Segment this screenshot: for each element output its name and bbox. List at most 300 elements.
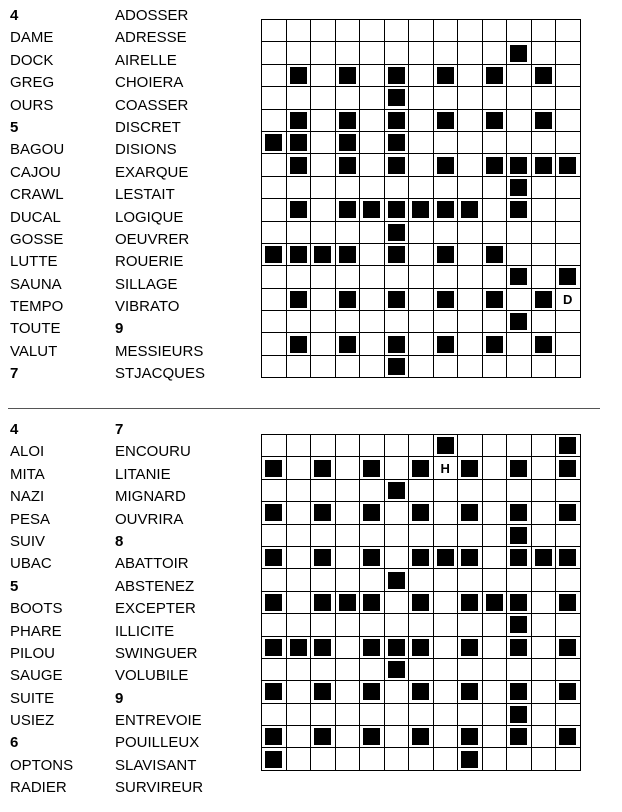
black-square xyxy=(339,157,356,174)
grid-cell[interactable] xyxy=(483,266,508,288)
grid-cell[interactable] xyxy=(532,132,557,154)
grid-cell[interactable] xyxy=(385,502,410,524)
grid-cell[interactable] xyxy=(532,311,557,333)
grid-cell[interactable] xyxy=(336,177,361,199)
grid-cell[interactable] xyxy=(409,289,434,311)
grid-cell[interactable] xyxy=(556,748,581,770)
grid-cell[interactable] xyxy=(311,132,336,154)
grid-cell[interactable] xyxy=(336,502,361,524)
grid-cell[interactable] xyxy=(360,87,385,109)
grid-cell[interactable] xyxy=(556,525,581,547)
grid-cell[interactable] xyxy=(287,502,312,524)
grid-cell[interactable] xyxy=(311,333,336,355)
grid-cell[interactable] xyxy=(287,266,312,288)
grid-cell[interactable] xyxy=(483,569,508,591)
grid-cell[interactable] xyxy=(556,480,581,502)
grid-cell[interactable] xyxy=(507,222,532,244)
grid-cell[interactable] xyxy=(360,704,385,726)
grid-cell[interactable] xyxy=(360,748,385,770)
grid-cell[interactable] xyxy=(532,177,557,199)
grid-cell[interactable] xyxy=(507,87,532,109)
grid-cell[interactable] xyxy=(556,569,581,591)
grid-cell[interactable] xyxy=(409,42,434,64)
grid-cell[interactable] xyxy=(336,457,361,479)
grid-cell[interactable] xyxy=(556,177,581,199)
grid-cell[interactable] xyxy=(458,65,483,87)
grid-cell[interactable] xyxy=(434,726,459,748)
grid-cell[interactable] xyxy=(311,222,336,244)
grid-cell[interactable] xyxy=(360,659,385,681)
grid-cell[interactable] xyxy=(483,435,508,457)
grid-cell[interactable] xyxy=(287,311,312,333)
grid-cell[interactable] xyxy=(287,569,312,591)
grid-cell[interactable] xyxy=(458,333,483,355)
grid-cell[interactable] xyxy=(360,569,385,591)
grid-cell[interactable] xyxy=(532,748,557,770)
grid-cell[interactable] xyxy=(458,289,483,311)
grid-cell[interactable] xyxy=(434,177,459,199)
grid-cell[interactable] xyxy=(287,748,312,770)
grid-cell[interactable] xyxy=(556,87,581,109)
grid-cell[interactable] xyxy=(556,132,581,154)
grid-cell[interactable] xyxy=(532,266,557,288)
grid-cell[interactable] xyxy=(532,569,557,591)
grid-cell[interactable] xyxy=(532,592,557,614)
grid-cell[interactable] xyxy=(483,132,508,154)
grid-cell[interactable] xyxy=(556,311,581,333)
grid-cell[interactable] xyxy=(311,199,336,221)
grid-cell[interactable] xyxy=(483,637,508,659)
grid-cell[interactable] xyxy=(336,637,361,659)
grid-row xyxy=(262,637,581,659)
grid-cell[interactable] xyxy=(311,569,336,591)
grid-cell[interactable] xyxy=(385,42,410,64)
grid-cell[interactable] xyxy=(336,614,361,636)
grid-cell[interactable] xyxy=(532,659,557,681)
grid-cell[interactable] xyxy=(458,42,483,64)
grid-cell[interactable] xyxy=(556,289,581,311)
grid-cell[interactable] xyxy=(385,435,410,457)
grid-cell[interactable] xyxy=(458,20,483,42)
grid-cell[interactable] xyxy=(507,132,532,154)
grid-cell[interactable] xyxy=(532,614,557,636)
grid-cell[interactable] xyxy=(262,704,287,726)
grid-cell-black xyxy=(360,592,385,614)
grid-cell[interactable] xyxy=(507,659,532,681)
grid-cell[interactable] xyxy=(434,704,459,726)
grid-cell[interactable] xyxy=(385,525,410,547)
word-item: SWINGUER xyxy=(115,644,198,662)
grid-cell[interactable] xyxy=(287,681,312,703)
grid-cell[interactable] xyxy=(336,525,361,547)
grid-cell[interactable] xyxy=(434,525,459,547)
grid-cell[interactable] xyxy=(385,266,410,288)
grid-cell[interactable] xyxy=(507,356,532,378)
grid-cell[interactable] xyxy=(458,87,483,109)
grid-cell[interactable] xyxy=(336,569,361,591)
grid-cell[interactable] xyxy=(409,435,434,457)
grid-cell[interactable] xyxy=(336,87,361,109)
grid-cell[interactable] xyxy=(458,435,483,457)
grid-cell[interactable] xyxy=(360,222,385,244)
grid-cell[interactable] xyxy=(409,748,434,770)
grid-cell[interactable] xyxy=(385,311,410,333)
grid-cell[interactable] xyxy=(311,311,336,333)
grid-cell-black xyxy=(311,726,336,748)
grid-cell[interactable] xyxy=(483,199,508,221)
grid-cell[interactable] xyxy=(336,547,361,569)
grid-cell[interactable] xyxy=(434,614,459,636)
grid-cell[interactable] xyxy=(311,266,336,288)
black-square xyxy=(363,594,380,611)
grid-cell[interactable] xyxy=(458,110,483,132)
grid-cell[interactable] xyxy=(360,435,385,457)
grid-cell[interactable] xyxy=(434,569,459,591)
grid-cell[interactable] xyxy=(360,244,385,266)
grid-cell[interactable] xyxy=(287,614,312,636)
grid-cell[interactable] xyxy=(409,614,434,636)
grid-cell[interactable] xyxy=(532,726,557,748)
grid-cell[interactable] xyxy=(262,87,287,109)
grid-cell[interactable] xyxy=(507,435,532,457)
grid-cell[interactable] xyxy=(311,42,336,64)
grid-cell[interactable] xyxy=(336,659,361,681)
grid-cell[interactable] xyxy=(409,333,434,355)
grid-cell[interactable] xyxy=(287,177,312,199)
grid-cell[interactable] xyxy=(311,289,336,311)
grid-cell[interactable] xyxy=(458,311,483,333)
grid-cell[interactable] xyxy=(336,42,361,64)
grid-cell[interactable] xyxy=(311,435,336,457)
word-item: SURVIREUR xyxy=(115,779,204,797)
grid-cell-black xyxy=(532,547,557,569)
grid-cell[interactable] xyxy=(287,42,312,64)
grid-cell[interactable] xyxy=(287,726,312,748)
grid-cell[interactable] xyxy=(458,154,483,176)
grid-cell[interactable] xyxy=(262,480,287,502)
grid-cell[interactable] xyxy=(311,659,336,681)
grid-cell[interactable] xyxy=(311,87,336,109)
grid-cell[interactable] xyxy=(360,42,385,64)
grid-cell[interactable] xyxy=(262,110,287,132)
grid-cell[interactable] xyxy=(556,356,581,378)
grid-cell[interactable] xyxy=(409,110,434,132)
grid-cell[interactable] xyxy=(336,435,361,457)
grid-cell[interactable] xyxy=(458,266,483,288)
grid-cell-black xyxy=(262,637,287,659)
grid-cell[interactable] xyxy=(532,480,557,502)
grid-cell[interactable] xyxy=(336,20,361,42)
grid-cell[interactable] xyxy=(507,244,532,266)
grid-cell[interactable] xyxy=(556,42,581,64)
grid-cell[interactable] xyxy=(311,110,336,132)
grid-cell[interactable] xyxy=(556,199,581,221)
grid-cell[interactable] xyxy=(385,681,410,703)
grid-cell[interactable] xyxy=(287,457,312,479)
grid-cell[interactable] xyxy=(434,592,459,614)
grid-cell[interactable] xyxy=(336,726,361,748)
grid-cell[interactable] xyxy=(532,502,557,524)
grid-cell[interactable] xyxy=(483,547,508,569)
grid-cell[interactable] xyxy=(483,42,508,64)
grid-cell[interactable] xyxy=(409,659,434,681)
grid-cell[interactable] xyxy=(287,480,312,502)
grid-cell[interactable] xyxy=(385,614,410,636)
grid-cell[interactable] xyxy=(360,65,385,87)
grid-cell[interactable] xyxy=(360,480,385,502)
grid-cell[interactable] xyxy=(262,311,287,333)
grid-cell[interactable] xyxy=(409,266,434,288)
grid-cell[interactable] xyxy=(385,20,410,42)
grid-cell[interactable] xyxy=(483,222,508,244)
grid-cell[interactable] xyxy=(262,65,287,87)
grid-cell[interactable] xyxy=(507,569,532,591)
grid-cell[interactable] xyxy=(360,289,385,311)
grid-cell[interactable] xyxy=(336,704,361,726)
grid-cell[interactable] xyxy=(556,333,581,355)
grid-cell[interactable] xyxy=(409,525,434,547)
grid-cell[interactable] xyxy=(360,266,385,288)
grid-cell[interactable] xyxy=(409,569,434,591)
grid-cell[interactable] xyxy=(556,659,581,681)
grid-cell[interactable] xyxy=(507,333,532,355)
grid-cell[interactable] xyxy=(336,681,361,703)
grid-cell[interactable] xyxy=(507,480,532,502)
grid-cell[interactable] xyxy=(409,356,434,378)
grid-cell[interactable] xyxy=(458,659,483,681)
grid-cell[interactable] xyxy=(458,356,483,378)
grid-cell[interactable] xyxy=(434,457,459,479)
grid-cell[interactable] xyxy=(409,704,434,726)
grid-cell[interactable] xyxy=(262,199,287,221)
grid-cell[interactable] xyxy=(336,311,361,333)
grid-cell[interactable] xyxy=(385,704,410,726)
grid-cell[interactable] xyxy=(336,748,361,770)
grid-cell[interactable] xyxy=(385,748,410,770)
grid-cell[interactable] xyxy=(409,132,434,154)
grid-cell[interactable] xyxy=(434,222,459,244)
grid-cell[interactable] xyxy=(336,356,361,378)
grid-cell[interactable] xyxy=(532,704,557,726)
grid-cell[interactable] xyxy=(507,748,532,770)
grid-cell[interactable] xyxy=(532,457,557,479)
grid-cell[interactable] xyxy=(458,244,483,266)
grid-cell[interactable] xyxy=(483,659,508,681)
grid-cell[interactable] xyxy=(311,525,336,547)
black-square xyxy=(412,728,429,745)
grid-cell[interactable] xyxy=(434,42,459,64)
grid-cell[interactable] xyxy=(360,311,385,333)
grid-cell[interactable] xyxy=(532,435,557,457)
grid-cell[interactable] xyxy=(360,20,385,42)
grid-cell[interactable] xyxy=(262,569,287,591)
grid-cell[interactable] xyxy=(262,42,287,64)
grid-cell[interactable] xyxy=(336,222,361,244)
grid-cell[interactable] xyxy=(311,154,336,176)
grid-cell-black xyxy=(385,637,410,659)
grid-cell[interactable] xyxy=(409,244,434,266)
grid-cell[interactable] xyxy=(385,592,410,614)
grid-cell[interactable] xyxy=(434,20,459,42)
grid-cell[interactable] xyxy=(311,480,336,502)
grid-cell[interactable] xyxy=(434,132,459,154)
grid-cell[interactable] xyxy=(311,748,336,770)
grid-cell[interactable] xyxy=(311,356,336,378)
grid-cell[interactable] xyxy=(311,65,336,87)
grid-cell[interactable] xyxy=(434,637,459,659)
grid-cell[interactable] xyxy=(434,311,459,333)
grid-cell[interactable] xyxy=(483,681,508,703)
grid-cell[interactable] xyxy=(262,222,287,244)
grid-cell[interactable] xyxy=(458,704,483,726)
grid-cell-black xyxy=(385,289,410,311)
grid-cell[interactable] xyxy=(287,525,312,547)
grid-cell[interactable] xyxy=(458,222,483,244)
grid-cell[interactable] xyxy=(287,356,312,378)
grid-cell[interactable] xyxy=(360,177,385,199)
grid-cell[interactable] xyxy=(287,592,312,614)
grid-cell[interactable] xyxy=(556,244,581,266)
grid-cell[interactable] xyxy=(434,659,459,681)
grid-cell[interactable] xyxy=(385,457,410,479)
grid-cell-black xyxy=(483,244,508,266)
grid-cell[interactable] xyxy=(458,177,483,199)
grid-cell[interactable] xyxy=(556,110,581,132)
grid-cell[interactable] xyxy=(507,65,532,87)
grid-cell[interactable] xyxy=(409,20,434,42)
grid-cell[interactable] xyxy=(311,704,336,726)
grid-cell[interactable] xyxy=(532,525,557,547)
grid-cell[interactable] xyxy=(287,704,312,726)
grid-cell[interactable] xyxy=(483,704,508,726)
grid-cell[interactable] xyxy=(483,614,508,636)
grid-cell-black xyxy=(483,333,508,355)
grid-cell[interactable] xyxy=(336,266,361,288)
grid-cell[interactable] xyxy=(483,87,508,109)
grid-cell[interactable] xyxy=(532,20,557,42)
grid-cell[interactable] xyxy=(262,154,287,176)
grid-cell[interactable] xyxy=(483,311,508,333)
grid-cell[interactable] xyxy=(385,547,410,569)
grid-cell[interactable] xyxy=(262,20,287,42)
grid-cell[interactable] xyxy=(409,177,434,199)
grid-cell[interactable] xyxy=(336,480,361,502)
grid-cell[interactable] xyxy=(262,266,287,288)
grid-cell[interactable] xyxy=(262,614,287,636)
grid-cell[interactable] xyxy=(287,659,312,681)
grid-cell[interactable] xyxy=(532,244,557,266)
grid-cell[interactable] xyxy=(483,480,508,502)
grid-cell[interactable] xyxy=(458,480,483,502)
grid-cell[interactable] xyxy=(360,154,385,176)
grid-cell[interactable] xyxy=(458,614,483,636)
grid-cell[interactable] xyxy=(262,525,287,547)
grid-cell[interactable] xyxy=(483,525,508,547)
grid-cell[interactable] xyxy=(483,20,508,42)
grid-cell[interactable] xyxy=(311,20,336,42)
grid-cell[interactable] xyxy=(385,177,410,199)
grid-cell-black xyxy=(409,681,434,703)
grid-cell[interactable] xyxy=(262,659,287,681)
grid-cell[interactable] xyxy=(409,65,434,87)
grid-cell[interactable] xyxy=(458,525,483,547)
grid-cell[interactable] xyxy=(532,222,557,244)
grid-cell[interactable] xyxy=(262,333,287,355)
grid-cell[interactable] xyxy=(287,20,312,42)
grid-cell[interactable] xyxy=(434,502,459,524)
black-square xyxy=(339,336,356,353)
grid-cell[interactable] xyxy=(409,154,434,176)
grid-cell[interactable] xyxy=(434,266,459,288)
grid-cell[interactable] xyxy=(458,569,483,591)
grid-cell[interactable] xyxy=(360,356,385,378)
grid-cell[interactable] xyxy=(409,222,434,244)
grid-cell[interactable] xyxy=(434,87,459,109)
grid-cell[interactable] xyxy=(507,289,532,311)
grid-cell[interactable] xyxy=(483,726,508,748)
grid-cell[interactable] xyxy=(483,177,508,199)
grid-cell[interactable] xyxy=(507,110,532,132)
grid-cell[interactable] xyxy=(532,681,557,703)
grid-cell[interactable] xyxy=(556,704,581,726)
grid-cell[interactable] xyxy=(532,199,557,221)
grid-cell[interactable] xyxy=(556,614,581,636)
grid-cell[interactable] xyxy=(556,65,581,87)
grid-cell[interactable] xyxy=(360,614,385,636)
grid-cell[interactable] xyxy=(458,132,483,154)
grid-cell-black xyxy=(409,502,434,524)
grid-cell[interactable] xyxy=(287,87,312,109)
grid-cell[interactable] xyxy=(556,20,581,42)
grid-cell[interactable] xyxy=(483,356,508,378)
grid-cell[interactable] xyxy=(262,356,287,378)
grid-cell[interactable] xyxy=(287,435,312,457)
grid-cell[interactable] xyxy=(409,311,434,333)
grid-cell[interactable] xyxy=(483,748,508,770)
grid-cell[interactable] xyxy=(532,87,557,109)
black-square xyxy=(486,157,503,174)
grid-cell[interactable] xyxy=(434,681,459,703)
grid-cell[interactable] xyxy=(483,457,508,479)
length-header: 5 xyxy=(10,577,19,595)
grid-cell[interactable] xyxy=(409,480,434,502)
grid-cell[interactable] xyxy=(262,177,287,199)
grid-cell[interactable] xyxy=(532,356,557,378)
grid-cell[interactable] xyxy=(507,20,532,42)
grid-cell[interactable] xyxy=(287,547,312,569)
grid-cell[interactable] xyxy=(434,748,459,770)
grid-cell[interactable] xyxy=(360,132,385,154)
grid-cell[interactable] xyxy=(311,614,336,636)
grid-cell[interactable] xyxy=(434,480,459,502)
grid-cell[interactable] xyxy=(287,222,312,244)
grid-row xyxy=(262,356,581,378)
grid-cell[interactable] xyxy=(360,525,385,547)
grid-cell[interactable] xyxy=(262,435,287,457)
grid-cell[interactable] xyxy=(483,502,508,524)
grid-cell[interactable] xyxy=(409,87,434,109)
grid-cell[interactable] xyxy=(360,333,385,355)
word-item: CAJOU xyxy=(10,163,61,181)
grid-cell[interactable] xyxy=(434,356,459,378)
grid-cell[interactable] xyxy=(556,222,581,244)
grid-cell[interactable] xyxy=(311,177,336,199)
grid-cell[interactable] xyxy=(360,110,385,132)
grid-cell[interactable] xyxy=(385,726,410,748)
grid-cell[interactable] xyxy=(532,42,557,64)
grid-cell[interactable] xyxy=(262,289,287,311)
grid-cell[interactable] xyxy=(532,637,557,659)
